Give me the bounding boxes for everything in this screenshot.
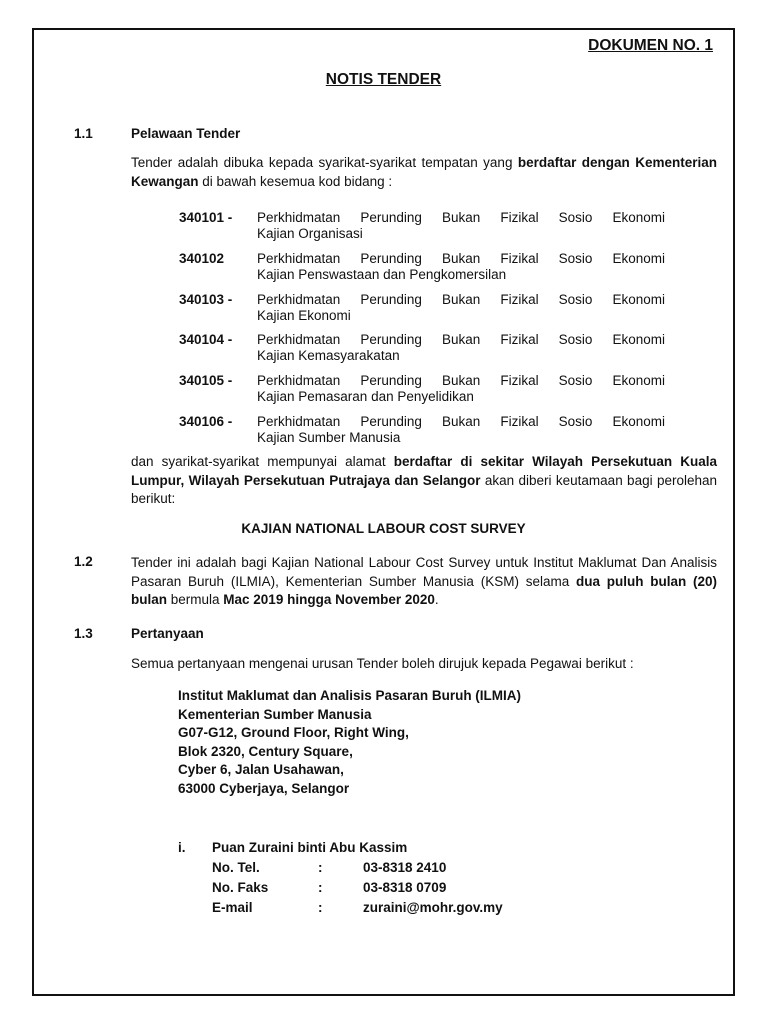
scope-join: bermula: [167, 592, 224, 607]
code-desc-line1: Perkhidmatan Perunding Bukan Fizikal Sosio Ekonomi: [257, 332, 665, 347]
intro-text: Tender adalah dibuka kepada syarikat-syarikat tempatan yang: [131, 155, 518, 170]
code-desc-line2: Kajian Kemasyarakatan: [257, 348, 400, 363]
intro-emphasis: berdaftar dengan Kementerian Kewangan: [131, 155, 717, 189]
contact-label: No. Tel.: [212, 860, 260, 875]
address-line: Institut Maklumat dan Analisis Pasaran Buruh (ILMIA): [178, 688, 522, 703]
code-desc-line2: Kajian Sumber Manusia: [257, 430, 401, 445]
contact-phone: 03-8318 2410: [363, 860, 447, 875]
priority-emphasis: berdaftar di sekitar Wilayah Persekutuan Kuala Lumpur, Wilayah Persekutuan Putrajaya dan Selangor: [131, 454, 717, 488]
code-number: 340103 -: [179, 292, 233, 307]
scope-end: .: [434, 592, 439, 607]
paragraph-priority: [131, 453, 717, 509]
page-title: NOTIS TENDER: [325, 71, 442, 88]
code-number: 340106 -: [179, 414, 233, 429]
section-title-1-1: Pelawaan Tender: [131, 126, 241, 141]
contact-separator: :: [318, 860, 323, 875]
address-line: G07-G12, Ground Floor, Right Wing,: [178, 725, 409, 740]
code-desc-line2: Kajian Ekonomi: [257, 308, 351, 323]
contact-label: No. Faks: [212, 880, 269, 895]
scope-duration: dua puluh bulan (20) bulan: [131, 573, 717, 607]
code-number: 340105 -: [179, 373, 233, 388]
code-desc-line2: Kajian Penswastaan dan Pengkomersilan: [257, 267, 507, 282]
address-line: Blok 2320, Century Square,: [178, 743, 353, 759]
address-block: [178, 687, 521, 798]
code-desc-line1: Perkhidmatan Perunding Bukan Fizikal Sosio Ekonomi: [257, 373, 665, 388]
address-line: Cyber 6, Jalan Usahawan,: [178, 762, 344, 777]
contact-separator: :: [318, 880, 323, 895]
priority-text: dan syarikat-syarikat mempunyai alamat: [131, 454, 394, 469]
paragraph-inquiry: Semua pertanyaan mengenai urusan Tender boleh dirujuk kepada Pegawai berikut :: [131, 656, 634, 671]
address-line: Kementerian Sumber Manusia: [178, 706, 372, 722]
scope-period: Mac 2019 hingga November 2020: [223, 592, 435, 607]
document-number: DOKUMEN NO. 1: [588, 37, 713, 54]
intro-tail: di bawah kesemua kod bidang :: [198, 173, 393, 189]
contact-separator: :: [318, 900, 323, 915]
contact-name: Puan Zuraini binti Abu Kassim: [212, 840, 408, 855]
code-number: 340104 -: [179, 332, 233, 347]
code-desc-line1: Perkhidmatan Perunding Bukan Fizikal Sosio Ekonomi: [257, 414, 665, 429]
contact-label: E-mail: [212, 900, 253, 915]
contact-fax: 03-8318 0709: [363, 880, 447, 895]
contact-index: i.: [178, 840, 186, 855]
scope-text: Tender ini adalah bagi Kajian National Labour Cost Survey untuk Institut Maklumat Dan Analisis Pasaran Buruh (ILMIA), Kementerian Sumber Manusia (KSM) selama: [131, 555, 717, 589]
section-number-1-2: 1.2: [74, 554, 93, 569]
document-frame: [32, 28, 735, 996]
code-desc-line1: Perkhidmatan Perunding Bukan Fizikal Sosio Ekonomi: [257, 210, 665, 225]
code-number: 340101 -: [179, 210, 233, 225]
paragraph-tender-scope: [131, 554, 717, 610]
section-title-1-3: Pertanyaan: [131, 626, 204, 641]
code-number: 340102: [179, 251, 225, 266]
priority-tail: akan diberi keutamaan bagi perolehan berikut:: [131, 472, 717, 506]
survey-heading: KAJIAN NATIONAL LABOUR COST SURVEY: [241, 521, 526, 536]
code-desc-line2: Kajian Pemasaran dan Penyelidikan: [257, 389, 474, 404]
paragraph-invitation: [131, 154, 717, 191]
address-line: 63000 Cyberjaya, Selangor: [178, 780, 350, 796]
code-desc-line2: Kajian Organisasi: [257, 226, 363, 241]
code-desc-line1: Perkhidmatan Perunding Bukan Fizikal Sosio Ekonomi: [257, 251, 665, 266]
section-number-1-3: 1.3: [74, 626, 93, 641]
code-desc-line1: Perkhidmatan Perunding Bukan Fizikal Sosio Ekonomi: [257, 292, 665, 307]
contact-email: zuraini@mohr.gov.my: [363, 900, 503, 915]
section-number-1-1: 1.1: [74, 126, 93, 141]
